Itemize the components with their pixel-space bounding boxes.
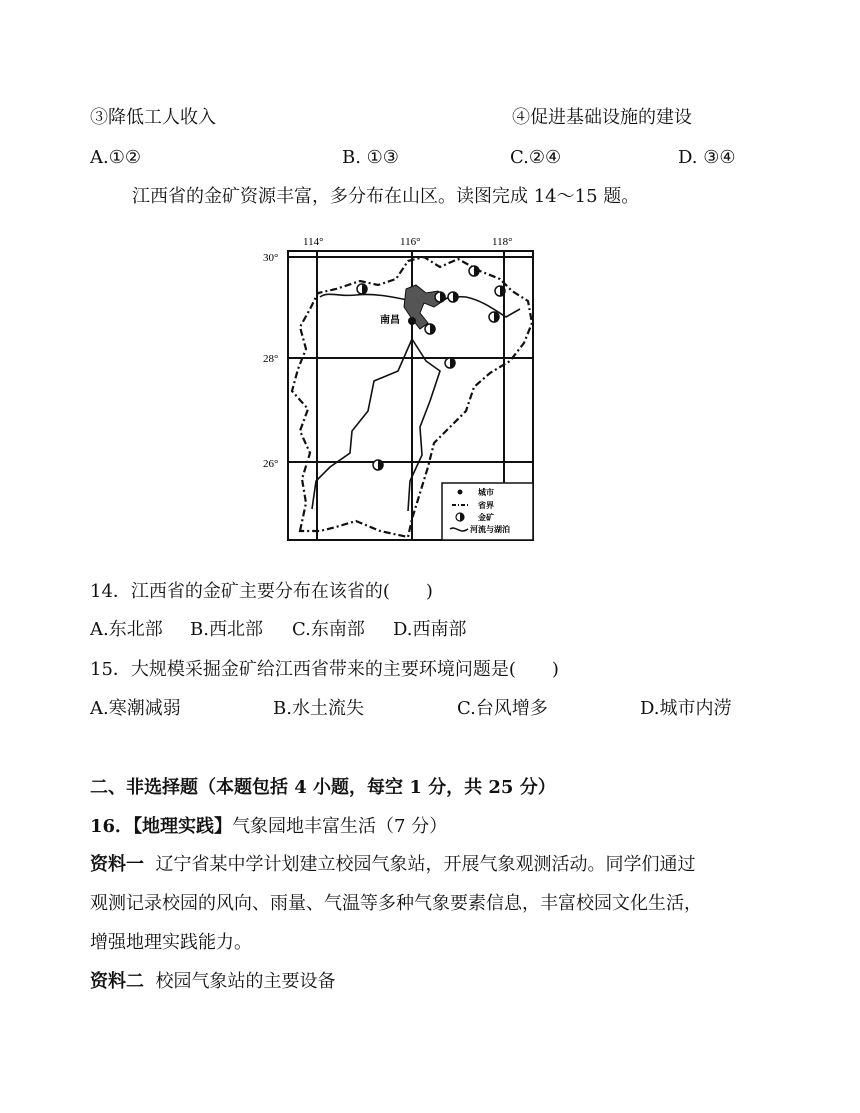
- lon-label-118: 118°: [492, 236, 513, 248]
- q15-choice-c: C.台风增多: [457, 698, 548, 719]
- question-intro: 江西省的金矿资源丰富，多分布在山区。读图完成 14～15 题。: [132, 186, 640, 207]
- material-1-line-1: [90, 853, 695, 877]
- material-2-line: [90, 970, 335, 994]
- city-label-nanchang: 南昌: [380, 315, 400, 326]
- q14-choice-d: D.西南部: [393, 619, 467, 640]
- gold-mine-icon: [495, 286, 505, 296]
- material-2-text: 校园气象站的主要设备: [155, 971, 336, 992]
- material-1-line-3: 增强地理实践能力。: [90, 932, 252, 953]
- q13-option-3: ③降低工人收入: [90, 107, 216, 128]
- lat-label-28: 28°: [263, 353, 279, 365]
- q14-choice-c: C.东南部: [292, 619, 365, 640]
- gold-mine-icon: [469, 266, 479, 276]
- map-legend: [442, 483, 533, 540]
- q15-choice-d: D.城市内涝: [640, 698, 732, 719]
- gold-mine-icon: [445, 358, 455, 368]
- jiangxi-gold-map: [263, 231, 540, 543]
- q13-option-4: ④促进基础设施的建设: [512, 107, 692, 128]
- lat-label-30: 30°: [263, 252, 279, 264]
- q14-choice-b: B.西北部: [190, 619, 263, 640]
- legend-boundary: 省界: [478, 501, 494, 510]
- q16-number: 16．: [90, 816, 134, 837]
- material-1-label: 资料一: [90, 854, 144, 875]
- material-1-line-2: 观测记录校园的风向、雨量、气温等多种气象要素信息，丰富校园文化生活，: [90, 893, 702, 914]
- gold-mine-icon: [489, 312, 499, 322]
- city-nanchang-marker: [408, 317, 416, 325]
- lon-label-114: 114°: [303, 236, 324, 248]
- q16-heading: [90, 815, 447, 839]
- section-2-heading: 二、非选择题（本题包括 4 小题，每空 1 分，共 25 分）: [90, 777, 556, 798]
- gold-mine-icon: [448, 292, 458, 302]
- legend-river: 河流与湖泊: [470, 525, 510, 534]
- q14-choice-a: A.东北部: [90, 619, 163, 640]
- q15-choice-a: A.寒潮减弱: [90, 698, 181, 719]
- gold-mine-icon: [357, 284, 367, 294]
- q14-stem: 14．江西省的金矿主要分布在该省的( ): [90, 581, 433, 602]
- gold-mine-icon: [435, 292, 445, 302]
- material-2-label: 资料二: [90, 971, 144, 992]
- q15-choice-b: B.水土流失: [273, 698, 364, 719]
- q16-tag: 【地理实践】: [133, 816, 233, 837]
- legend-city: 城市: [478, 488, 494, 497]
- q13-choice-a: A.①②: [90, 147, 141, 168]
- lon-label-116: 116°: [400, 236, 421, 248]
- material-1-text-1: 辽宁省某中学计划建立校园气象站，开展气象观测活动。同学们通过: [155, 854, 696, 875]
- gold-mine-icon: [425, 324, 435, 334]
- legend-gold: 金矿: [478, 513, 494, 522]
- q13-choice-d: D. ③④: [678, 147, 736, 168]
- gold-mine-icon: [373, 460, 383, 470]
- q15-stem: 15．大规模采掘金矿给江西省带来的主要环境问题是( ): [90, 659, 559, 680]
- q13-choice-b: B. ①③: [342, 147, 399, 168]
- q13-choice-c: C.②④: [510, 147, 562, 168]
- q16-title: 气象园地丰富生活（7 分）: [232, 816, 448, 837]
- lat-label-26: 26°: [263, 458, 279, 470]
